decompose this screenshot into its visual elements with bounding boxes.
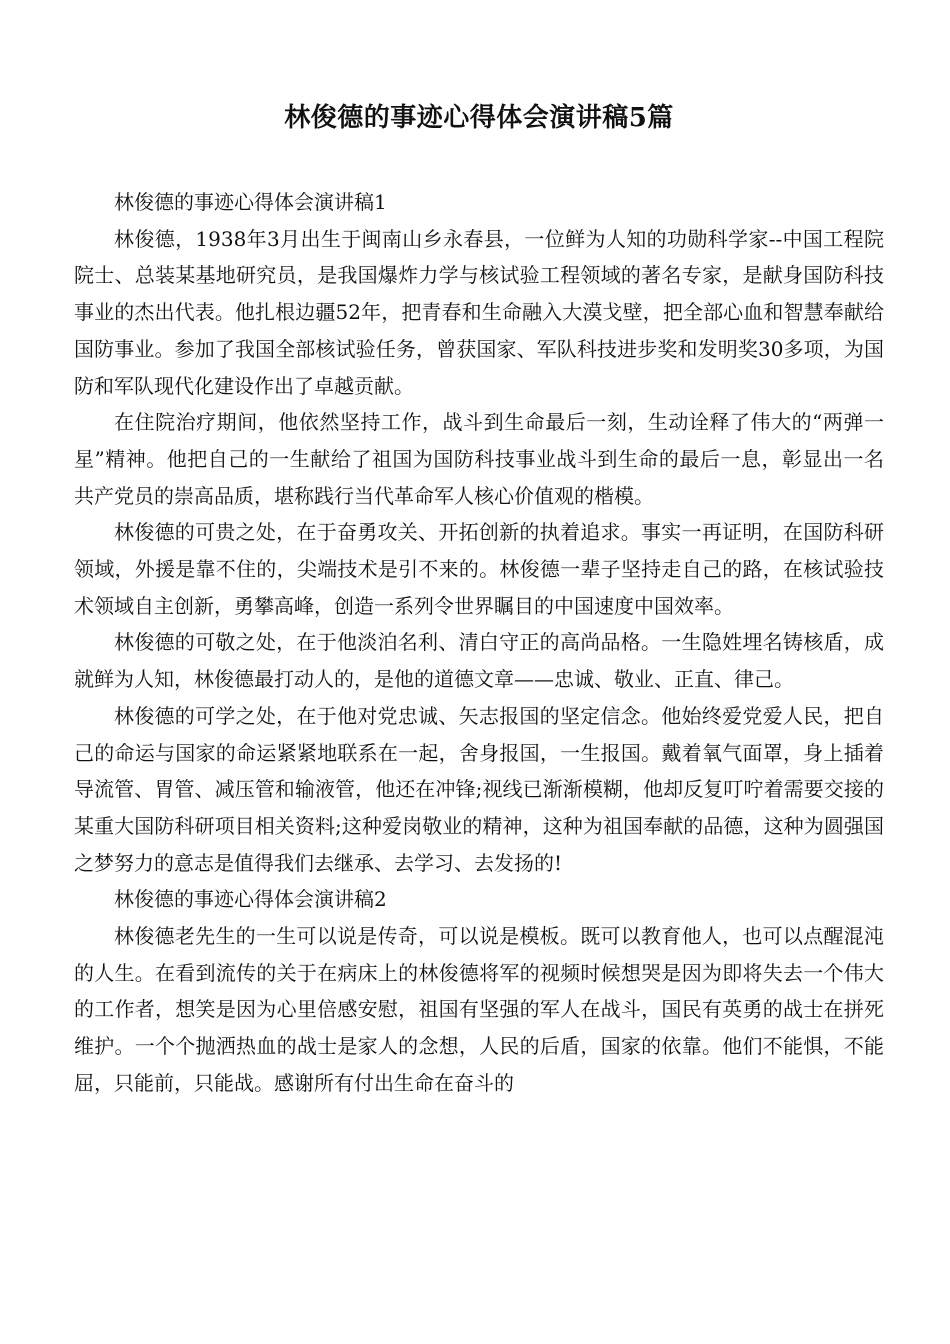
- document-page: [74, 0, 884, 1344]
- paragraph: 林俊德的可敬之处，在于他淡泊名利、清白守正的高尚品格。一生隐姓埋名铸核盾，成就鲜为人知，林俊德最打动人的，是他的道德文章——忠诚、敬业、正直、律己。: [74, 630, 884, 692]
- section-heading-2: 林俊德的事迹心得体会演讲稿2: [114, 887, 387, 912]
- paragraph: 林俊德的可贵之处，在于奋勇攻关、开拓创新的执着追求。事实一再证明，在国防科研领域，外援是靠不住的，尖端技术是引不来的。林俊德一辈子坚持走自己的路，在核试验技术领域自主创新，勇攀高峰，创造一系列令世界瞩目的中国速度中国效率。: [74, 520, 884, 618]
- document-title: 林俊德的事迹心得体会演讲稿5篇: [284, 103, 674, 133]
- paragraph: 林俊德的可学之处，在于他对党忠诚、矢志报国的坚定信念。他始终爱党爱人民，把自己的命运与国家的命运紧紧地联系在一起，舍身报国，一生报国。戴着氧气面罩，身上插着导流管、胃管、减压管和输液管，他还在冲锋;视线已渐渐模糊，他却反复叮咛着需要交接的某重大国防科研项目相关资料;这种爱岗敬业的精神，这种为祖国奉献的品德，这种为圆强国之梦努力的意志是值得我们去继承、去学习、去发扬的!: [74, 703, 884, 875]
- paragraph: 在住院治疗期间，他依然坚持工作，战斗到生命最后一刻，生动诠释了伟大的“两弹一星”精神。他把自己的一生献给了祖国为国防科技事业战斗到生命的最后一息，彰显出一名共产党员的崇高品质，堪称践行当代革命军人核心价值观的楷模。: [74, 410, 884, 508]
- paragraph: 林俊德老先生的一生可以说是传奇，可以说是模板。既可以教育他人，也可以点醒混沌的人生。在看到流传的关于在病床上的林俊德将军的视频时候想哭是因为即将失去一个伟大的工作者，想笑是因为心里倍感安慰，祖国有坚强的军人在战斗，国民有英勇的战士在拼死维护。一个个抛洒热血的战士是家人的念想，人民的后盾，国家的依靠。他们不能惧，不能屈，只能前，只能战。感谢所有付出生命在奋斗的: [74, 924, 884, 1095]
- section-heading-1: 林俊德的事迹心得体会演讲稿1: [114, 190, 387, 214]
- document-body: [74, 184, 884, 1102]
- paragraph: 林俊德，1938年3月出生于闽南山乡永春县，一位鲜为人知的功勋科学家--中国工程院院士、总装某基地研究员，是我国爆炸力学与核试验工程领域的著名专家，是献身国防科技事业的杰出代表。他扎根边疆52年，把青春和生命融入大漠戈壁，把全部心血和智慧奉献给国防事业。参加了我国全部核试验任务，曾获国家、军队科技进步奖和发明奖30多项，为国防和军队现代化建设作出了卓越贡献。: [74, 226, 884, 398]
